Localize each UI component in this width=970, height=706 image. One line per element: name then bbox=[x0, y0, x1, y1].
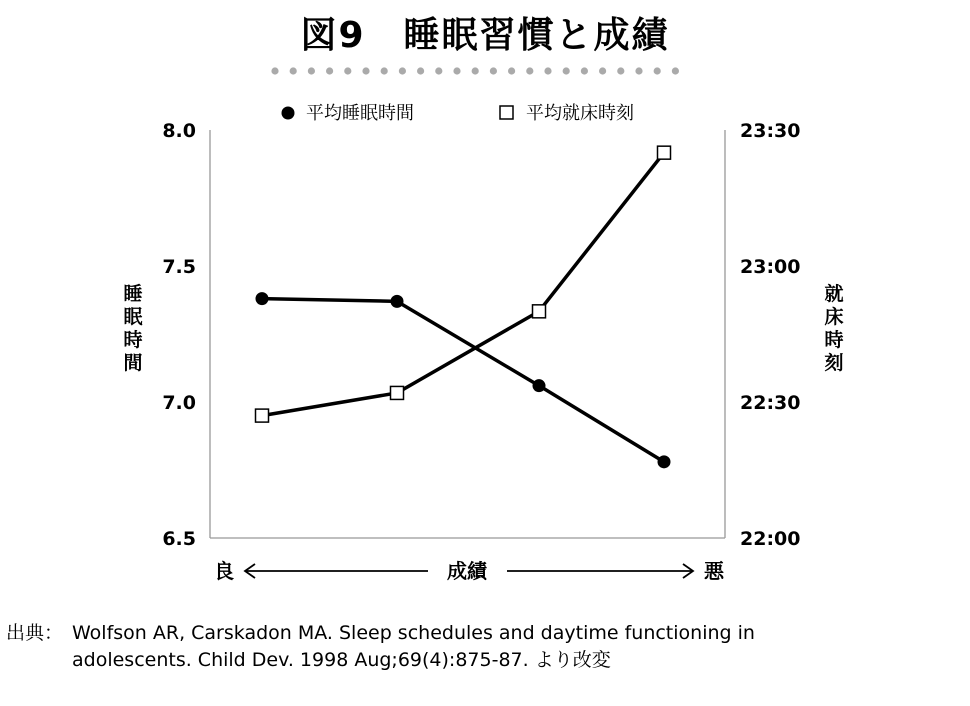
data-point-sleep-duration bbox=[533, 379, 546, 392]
data-point-bedtime bbox=[256, 409, 269, 422]
left-axis-title-char: 睡 bbox=[123, 283, 143, 305]
data-point-sleep-duration bbox=[256, 292, 269, 305]
left-tick-label: 7.0 bbox=[162, 392, 196, 414]
x-axis-right-label: 悪 bbox=[704, 559, 724, 583]
right-tick-label: 22:30 bbox=[740, 392, 801, 414]
data-point-sleep-duration bbox=[391, 295, 404, 308]
right-axis-title-char: 刻 bbox=[824, 352, 844, 374]
data-point-sleep-duration bbox=[658, 455, 671, 468]
left-tick-label: 6.5 bbox=[162, 528, 196, 550]
right-tick-label: 22:00 bbox=[740, 528, 801, 550]
legend-label-bedtime: 平均就床時刻 bbox=[526, 103, 634, 124]
series-line-sleep-duration bbox=[262, 299, 664, 462]
chart-axes bbox=[210, 130, 725, 538]
page-title: 図9 睡眠習慣と成績 bbox=[300, 15, 670, 56]
left-tick-label: 8.0 bbox=[162, 120, 196, 142]
data-point-bedtime bbox=[533, 305, 546, 318]
chart-series bbox=[256, 146, 671, 468]
right-axis-title-char: 時 bbox=[824, 329, 844, 351]
right-tick-label: 23:30 bbox=[740, 120, 801, 142]
source-label: 出典： bbox=[6, 622, 64, 644]
left-axis-title-char: 時 bbox=[123, 329, 143, 351]
source-text: Wolfson AR, Carskadon MA. Sleep schedules and daytime functioning in adolescents. Child Dev. 1998 Aug;69(4):875-87. より改変 bbox=[72, 622, 755, 671]
right-tick-label: 23:00 bbox=[740, 256, 801, 278]
right-axis-title-char: 就 bbox=[824, 283, 844, 305]
data-point-bedtime bbox=[658, 146, 671, 159]
legend-marker-bedtime bbox=[500, 106, 513, 119]
series-line-bedtime bbox=[262, 153, 664, 416]
x-axis-left-label: 良 bbox=[214, 559, 234, 583]
legend-label-sleep-duration: 平均睡眠時間 bbox=[306, 103, 414, 124]
source-citation bbox=[6, 620, 872, 674]
left-axis-title-char: 間 bbox=[123, 352, 143, 374]
left-axis-title-char: 眠 bbox=[123, 306, 143, 328]
legend-marker-sleep-duration bbox=[282, 107, 295, 120]
right-axis-title-char: 床 bbox=[824, 306, 844, 328]
data-point-bedtime bbox=[391, 386, 404, 399]
x-axis-title: 成績 bbox=[447, 559, 487, 583]
left-tick-label: 7.5 bbox=[162, 256, 196, 278]
